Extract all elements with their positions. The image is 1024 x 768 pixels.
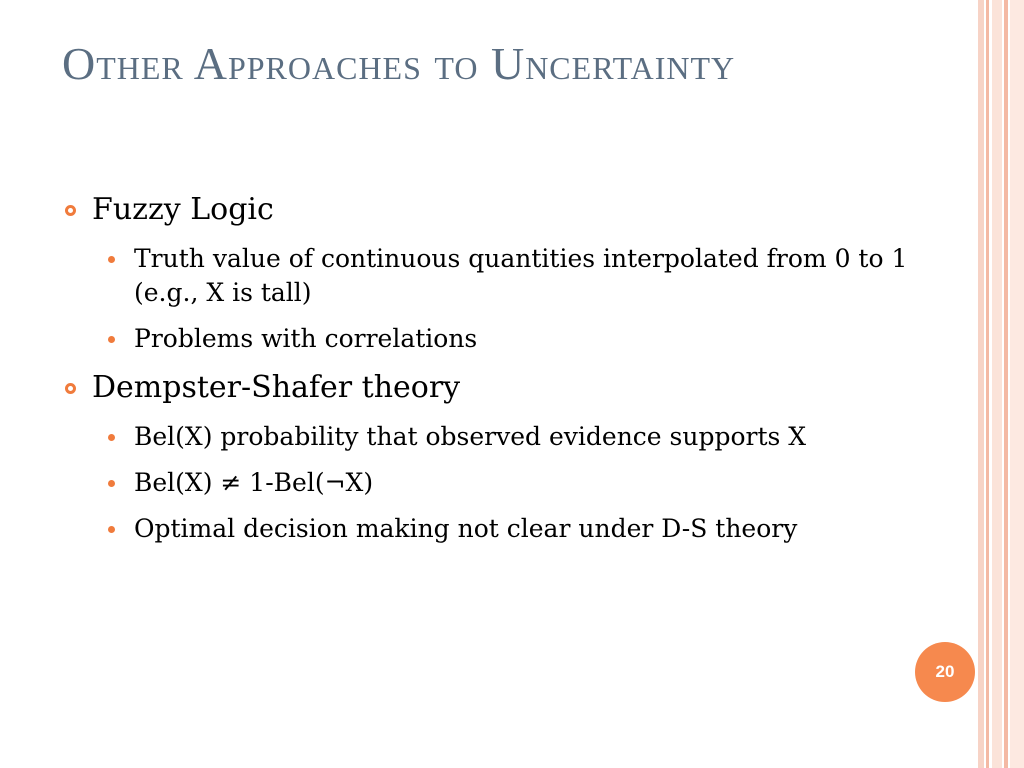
sub-bullet-text: Optimal decision making not clear under D-S theory (134, 514, 798, 543)
ring-bullet-icon (65, 383, 76, 394)
decorative-stripe (1010, 0, 1024, 768)
bullet-group-fuzzy-logic (62, 190, 942, 356)
decorative-stripe (986, 0, 989, 768)
bullet-text: Dempster-Shafer theory (92, 370, 461, 405)
sub-bullet-item (62, 420, 942, 454)
sub-bullet-text: Truth value of continuous quantities interpolated from 0 to 1 (e.g., X is tall) (134, 244, 908, 307)
dot-bullet-icon (108, 256, 115, 263)
bullet-item (62, 190, 942, 230)
sub-bullet-item (62, 242, 942, 310)
slide-title: Other Approaches to Uncertainty (62, 38, 736, 89)
dot-bullet-icon (108, 434, 115, 441)
sub-bullet-item (62, 322, 942, 356)
sub-bullet-text: Bel(X) ≠ 1-Bel(¬X) (134, 468, 374, 497)
slide-content (62, 190, 942, 558)
page-number-badge: 20 (915, 642, 975, 702)
dot-bullet-icon (108, 336, 115, 343)
ring-bullet-icon (65, 205, 76, 216)
dot-bullet-icon (108, 526, 115, 533)
bullet-group-dempster-shafer (62, 368, 942, 546)
sub-bullet-item (62, 512, 942, 546)
sub-bullet-text: Bel(X) probability that observed evidence supports X (134, 422, 807, 451)
decorative-stripe (978, 0, 984, 768)
decorative-stripe (992, 0, 1002, 768)
sub-bullet-text: Problems with correlations (134, 324, 478, 353)
decorative-stripe (1004, 0, 1008, 768)
dot-bullet-icon (108, 480, 115, 487)
bullet-text: Fuzzy Logic (92, 192, 274, 227)
sub-bullet-item (62, 466, 942, 500)
bullet-item (62, 368, 942, 408)
